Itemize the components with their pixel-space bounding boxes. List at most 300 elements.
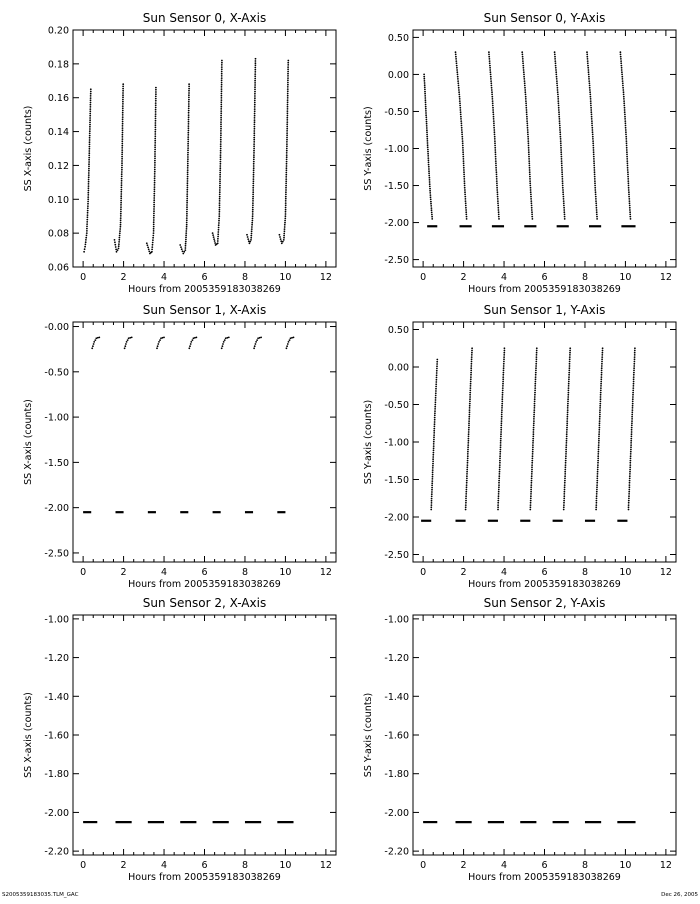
- data-point: [185, 237, 187, 239]
- data-point: [592, 145, 594, 147]
- data-point: [459, 98, 461, 100]
- data-point: [221, 88, 223, 90]
- data-point: [285, 185, 287, 187]
- data-point: [288, 341, 290, 343]
- data-point: [533, 422, 535, 424]
- data-point: [536, 347, 538, 349]
- data-point: [569, 350, 571, 352]
- data-point: [602, 350, 604, 352]
- data-point: [435, 392, 437, 394]
- data-point: [218, 218, 220, 220]
- x-tick-label: 4: [501, 567, 508, 578]
- data-point: [154, 158, 156, 160]
- data-point: [569, 356, 571, 358]
- data-point: [534, 401, 536, 403]
- data-point: [252, 198, 254, 200]
- data-point: [530, 502, 532, 504]
- data-point: [564, 480, 566, 482]
- data-point: [524, 87, 526, 89]
- data-point: [466, 475, 468, 477]
- data-point: [424, 84, 426, 86]
- data-point: [429, 190, 431, 192]
- data-point: [598, 442, 600, 444]
- data-point: [598, 438, 600, 440]
- data-point: [147, 244, 149, 246]
- data-point: [429, 188, 431, 190]
- x-tick-label: 6: [541, 860, 548, 871]
- data-point: [433, 443, 435, 445]
- data-point: [593, 167, 595, 169]
- data-point: [221, 60, 223, 62]
- data-point: [527, 129, 529, 131]
- data-point: [468, 418, 470, 420]
- data-point: [286, 117, 288, 119]
- y-tick-label: -0.50: [384, 106, 409, 118]
- data-point: [286, 130, 288, 132]
- data-point: [154, 133, 156, 135]
- data-point: [187, 149, 189, 151]
- data-point: [497, 506, 499, 508]
- data-point: [489, 60, 491, 62]
- data-point: [153, 202, 155, 204]
- data-point: [154, 162, 156, 164]
- data-point: [565, 460, 567, 462]
- data-point: [287, 97, 289, 99]
- data-point: [628, 196, 630, 198]
- data-series-2: [488, 51, 500, 220]
- data-point: [586, 51, 588, 53]
- y-tick-label: 0.00: [387, 69, 409, 81]
- data-point: [188, 86, 190, 88]
- data-point: [122, 110, 124, 112]
- data-point: [620, 51, 622, 53]
- data-point: [465, 495, 467, 497]
- data-point: [598, 444, 600, 446]
- x-tick-label: 8: [581, 567, 588, 578]
- data-point: [625, 136, 627, 138]
- x-tick-label: 0: [420, 860, 427, 871]
- y-tick-label: 0.12: [47, 160, 69, 172]
- data-point: [532, 436, 534, 438]
- data-point: [557, 94, 559, 96]
- data-point: [471, 352, 473, 354]
- data-point: [186, 213, 188, 215]
- data-point: [531, 482, 533, 484]
- data-point: [254, 345, 256, 347]
- data-point: [436, 370, 438, 372]
- data-point: [522, 60, 524, 62]
- x-tick-label: 2: [120, 272, 127, 283]
- data-point: [566, 420, 568, 422]
- data-point: [219, 202, 221, 204]
- data-point: [633, 365, 635, 367]
- data-point: [431, 487, 433, 489]
- data-point: [121, 182, 123, 184]
- data-point: [593, 160, 595, 162]
- data-point: [285, 172, 287, 174]
- data-point: [128, 337, 130, 339]
- data-point: [221, 95, 223, 97]
- data-point: [535, 367, 537, 369]
- data-point: [88, 174, 90, 176]
- data-point: [593, 165, 595, 167]
- data-point: [122, 101, 124, 103]
- data-point: [621, 65, 623, 67]
- data-point: [286, 128, 288, 130]
- data-point: [153, 213, 155, 215]
- data-point: [528, 162, 530, 164]
- data-point: [462, 149, 464, 151]
- data-point: [496, 180, 498, 182]
- data-point: [254, 115, 256, 117]
- data-point: [466, 484, 468, 486]
- data-point: [624, 107, 626, 109]
- data-point: [458, 85, 460, 87]
- data-series-5: [253, 337, 262, 350]
- data-point: [568, 376, 570, 378]
- data-point: [555, 67, 557, 69]
- data-point: [600, 378, 602, 380]
- y-axis-label: SS X-axis (counts): [23, 399, 34, 485]
- data-point: [601, 372, 603, 374]
- data-point: [629, 211, 631, 213]
- data-point: [502, 387, 504, 389]
- data-point: [153, 224, 155, 226]
- data-point: [246, 234, 248, 236]
- data-point: [118, 239, 120, 241]
- data-point: [219, 169, 221, 171]
- data-point: [190, 343, 192, 345]
- data-point: [496, 174, 498, 176]
- y-tick-label: 0.50: [387, 32, 409, 44]
- data-point: [284, 218, 286, 220]
- data-point: [220, 123, 222, 125]
- data-point: [121, 143, 123, 145]
- data-point: [221, 64, 223, 66]
- data-point: [279, 236, 281, 238]
- data-point: [597, 466, 599, 468]
- data-point: [436, 368, 438, 370]
- data-point: [624, 114, 626, 116]
- data-point: [465, 200, 467, 202]
- data-point: [89, 133, 91, 135]
- data-point: [158, 341, 160, 343]
- data-point: [466, 216, 468, 218]
- data-point: [534, 383, 536, 385]
- data-point: [492, 102, 494, 104]
- data-point: [254, 100, 256, 102]
- data-point: [568, 390, 570, 392]
- data-point: [253, 139, 255, 141]
- data-point: [463, 167, 465, 169]
- data-point: [182, 253, 184, 255]
- data-point: [564, 473, 566, 475]
- data-point: [88, 166, 90, 168]
- data-point: [466, 473, 468, 475]
- data-point: [531, 216, 533, 218]
- data-point: [260, 337, 262, 339]
- data-point: [526, 120, 528, 122]
- data-point: [153, 210, 155, 212]
- data-point: [525, 96, 527, 98]
- data-point: [536, 350, 538, 352]
- data-point: [424, 86, 426, 88]
- data-point: [564, 478, 566, 480]
- data-point: [220, 161, 222, 163]
- data-point: [285, 194, 287, 196]
- data-point: [155, 111, 157, 113]
- data-point: [187, 143, 189, 145]
- data-point: [498, 482, 500, 484]
- data-point: [463, 176, 465, 178]
- data-point: [154, 180, 156, 182]
- data-point: [560, 151, 562, 153]
- data-point: [287, 110, 289, 112]
- data-point: [464, 191, 466, 193]
- data-point: [566, 429, 568, 431]
- data-point: [599, 420, 601, 422]
- data-point: [632, 403, 634, 405]
- data-point: [529, 171, 531, 173]
- data-point: [465, 504, 467, 506]
- y-tick-label: -2.20: [384, 846, 409, 858]
- y-tick-label: -2.50: [384, 255, 409, 267]
- data-point: [430, 201, 432, 203]
- data-point: [469, 409, 471, 411]
- data-point: [502, 394, 504, 396]
- data-point: [256, 339, 258, 341]
- data-point: [591, 120, 593, 122]
- data-point: [494, 149, 496, 151]
- data-point: [116, 251, 118, 253]
- data-point: [247, 238, 249, 240]
- data-point: [466, 466, 468, 468]
- data-point: [433, 445, 435, 447]
- data-point: [122, 99, 124, 101]
- data-point: [286, 347, 288, 349]
- data-point: [589, 94, 591, 96]
- data-point: [489, 65, 491, 67]
- data-point: [83, 251, 85, 253]
- data-point: [628, 194, 630, 196]
- data-point: [122, 118, 124, 120]
- data-point: [559, 129, 561, 131]
- data-point: [119, 235, 121, 237]
- data-point: [626, 154, 628, 156]
- data-point: [155, 93, 157, 95]
- data-point: [285, 209, 287, 211]
- data-point: [284, 220, 286, 222]
- data-point: [121, 187, 123, 189]
- data-point: [253, 172, 255, 174]
- data-point: [188, 105, 190, 107]
- data-point: [624, 118, 626, 120]
- data-point: [286, 119, 288, 121]
- data-point: [566, 436, 568, 438]
- data-series-6: [620, 51, 632, 220]
- data-point: [557, 98, 559, 100]
- data-point: [153, 232, 155, 234]
- data-point: [501, 405, 503, 407]
- data-point: [462, 147, 464, 149]
- data-point: [535, 381, 537, 383]
- data-point: [86, 228, 88, 230]
- data-point: [88, 150, 90, 152]
- data-point: [121, 171, 123, 173]
- data-point: [431, 504, 433, 506]
- data-point: [430, 196, 432, 198]
- x-axis-label: Hours from 2005359183038269: [128, 579, 281, 590]
- data-point: [491, 87, 493, 89]
- data-point: [600, 387, 602, 389]
- data-point: [254, 78, 256, 80]
- data-point: [590, 105, 592, 107]
- data-point: [554, 54, 556, 56]
- data-point: [433, 436, 435, 438]
- data-point: [597, 462, 599, 464]
- data-point: [556, 76, 558, 78]
- data-point: [630, 444, 632, 446]
- data-point: [467, 455, 469, 457]
- data-point: [496, 187, 498, 189]
- data-point: [252, 218, 254, 220]
- data-point: [429, 177, 431, 179]
- data-point: [463, 178, 465, 180]
- data-point: [625, 138, 627, 140]
- data-point: [220, 121, 222, 123]
- data-point: [221, 75, 223, 77]
- data-point: [560, 138, 562, 140]
- data-point: [224, 339, 226, 341]
- data-point: [425, 101, 427, 103]
- data-point: [460, 109, 462, 111]
- data-point: [587, 58, 589, 60]
- data-point: [598, 446, 600, 448]
- data-point: [624, 120, 626, 122]
- y-tick-label: -1.40: [44, 691, 69, 703]
- plot-frame: [413, 322, 676, 562]
- data-point: [592, 138, 594, 140]
- data-point: [427, 142, 429, 144]
- data-point: [154, 135, 156, 137]
- data-point: [502, 381, 504, 383]
- data-point: [185, 243, 187, 245]
- data-point: [252, 209, 254, 211]
- data-point: [154, 142, 156, 144]
- data-point: [588, 69, 590, 71]
- data-point: [528, 151, 530, 153]
- data-point: [187, 169, 189, 171]
- data-point: [595, 191, 597, 193]
- y-tick-label: 0.20: [47, 25, 69, 37]
- data-point: [254, 108, 256, 110]
- data-point: [621, 74, 623, 76]
- data-point: [228, 337, 230, 339]
- chart-panel-5: [363, 596, 676, 883]
- data-point: [598, 433, 600, 435]
- data-point: [599, 409, 601, 411]
- data-point: [494, 131, 496, 133]
- data-point: [285, 200, 287, 202]
- data-point: [499, 451, 501, 453]
- data-point: [89, 128, 91, 130]
- data-point: [494, 147, 496, 149]
- x-axis-label: Hours from 2005359183038269: [128, 284, 281, 295]
- data-point: [465, 500, 467, 502]
- data-point: [596, 502, 598, 504]
- x-tick-label: 4: [501, 272, 508, 283]
- data-point: [561, 171, 563, 173]
- data-point: [467, 444, 469, 446]
- data-point: [461, 127, 463, 129]
- data-point: [456, 69, 458, 71]
- data-point: [501, 420, 503, 422]
- data-point: [597, 471, 599, 473]
- data-point: [289, 339, 291, 341]
- data-series-1: [114, 83, 125, 252]
- data-point: [491, 85, 493, 87]
- data-point: [556, 78, 558, 80]
- data-point: [430, 509, 432, 511]
- data-point: [623, 94, 625, 96]
- data-point: [219, 211, 221, 213]
- data-point: [588, 80, 590, 82]
- data-point: [179, 244, 181, 246]
- data-point: [625, 127, 627, 129]
- data-point: [121, 176, 123, 178]
- data-point: [89, 117, 91, 119]
- data-point: [568, 370, 570, 372]
- data-point: [287, 95, 289, 97]
- data-point: [463, 165, 465, 167]
- data-point: [633, 374, 635, 376]
- data-point: [471, 358, 473, 360]
- data-point: [564, 475, 566, 477]
- data-point: [498, 489, 500, 491]
- data-point: [632, 398, 634, 400]
- data-point: [155, 122, 157, 124]
- data-point: [562, 185, 564, 187]
- data-point: [152, 244, 154, 246]
- data-point: [186, 224, 188, 226]
- data-point: [495, 169, 497, 171]
- data-point: [492, 98, 494, 100]
- data-point: [122, 92, 124, 94]
- data-point: [500, 440, 502, 442]
- data-point: [93, 343, 95, 345]
- data-point: [427, 157, 429, 159]
- data-point: [533, 418, 535, 420]
- data-point: [432, 456, 434, 458]
- data-point: [561, 156, 563, 158]
- data-point: [601, 356, 603, 358]
- data-series-1: [455, 51, 468, 220]
- data-point: [595, 202, 597, 204]
- data-point: [626, 151, 628, 153]
- data-point: [630, 438, 632, 440]
- data-point: [488, 51, 490, 53]
- data-point: [90, 97, 92, 99]
- data-point: [534, 403, 536, 405]
- data-point: [534, 394, 536, 396]
- data-point: [491, 94, 493, 96]
- data-point: [87, 207, 89, 209]
- data-point: [89, 144, 91, 146]
- data-point: [631, 425, 633, 427]
- data-point: [529, 180, 531, 182]
- data-point: [89, 148, 91, 150]
- data-point: [458, 89, 460, 91]
